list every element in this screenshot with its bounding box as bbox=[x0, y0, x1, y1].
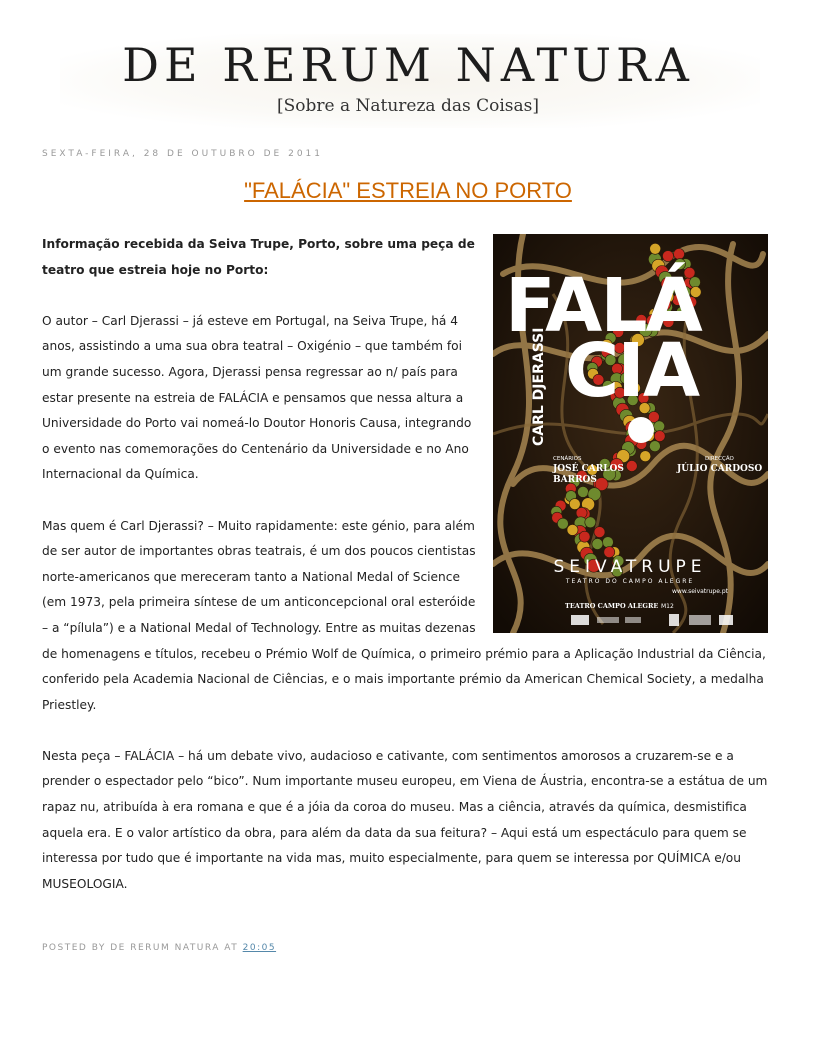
post-lead: Informação recebida da Seiva Trupe, Porto, sobre uma peça de teatro que estreia hoje no Porto: bbox=[42, 237, 475, 277]
post-body bbox=[42, 232, 782, 923]
post-title-link[interactable]: "FALÁCIA" ESTREIA NO PORTO bbox=[244, 178, 572, 203]
post-date: SEXTA-FEIRA, 28 DE OUTUBRO DE 2011 bbox=[42, 149, 323, 159]
poster-dot bbox=[628, 417, 654, 443]
molecule-sphere bbox=[654, 431, 665, 442]
poster-title-line1: FALÁ bbox=[505, 263, 701, 349]
poster-company-sub: TEATRO DO CAMPO ALEGRE bbox=[565, 578, 695, 585]
poster-credit1-role: CENÁRIOS bbox=[553, 456, 582, 462]
site-subtitle: [Sobre a Natureza das Coisas] bbox=[276, 96, 540, 116]
molecule-sphere bbox=[578, 486, 589, 497]
molecule-sphere bbox=[649, 441, 660, 452]
molecule-sphere bbox=[579, 531, 590, 542]
post-author-line: POSTED BY DE RERUM NATURA AT bbox=[42, 943, 239, 953]
molecule-sphere bbox=[557, 518, 568, 529]
molecule-sphere bbox=[592, 539, 603, 550]
poster-credit1-name-a: JOSÉ CARLOS bbox=[553, 464, 624, 474]
poster-venue: TEATRO CAMPO ALEGRE bbox=[565, 602, 659, 610]
masthead bbox=[0, 30, 816, 130]
poster-url: www.seivatrupe.pt bbox=[672, 588, 728, 595]
poster-age: M12 bbox=[661, 603, 674, 610]
post-paragraph-3: Nesta peça – FALÁCIA – há um debate vivo, audacioso e cativante, com sentimentos amorosos a cruzarem-se e a prender o espectador pelo “bico”. Num importante museu europeu, em Viena de Áustria, encontra-se a estátua de um rapaz nu, atribuída à era romana e que é a jóia da coroa do museu. Mas a ciência, através da química, desmistifica aquela era. E o valor artístico da obra, para além da data da sua feitura? – Aqui está um espectáculo para quem se interessa por tudo que é importante na vida mas, muito especialmente, para quem se interessa por QUÍMICA e/ou MUSEOLOGIA. bbox=[42, 748, 768, 891]
poster-title-line2: CIA bbox=[565, 328, 699, 414]
molecule-sphere bbox=[654, 421, 665, 432]
poster-image bbox=[493, 234, 768, 633]
molecule-sphere bbox=[650, 243, 661, 254]
poster-credit2-name: JÚLIO CARDOSO bbox=[677, 464, 763, 474]
poster-credit2-role: DIRECÇÃO bbox=[705, 456, 734, 462]
poster-author: CARL DJERASSI bbox=[531, 327, 547, 446]
molecule-sphere bbox=[567, 524, 578, 535]
post-footer bbox=[42, 943, 276, 953]
molecule-sphere bbox=[640, 451, 651, 462]
molecule-sphere bbox=[604, 547, 615, 558]
molecule-sphere bbox=[663, 251, 674, 262]
post-timestamp-link[interactable]: 20:05 bbox=[242, 943, 277, 953]
molecule-sphere bbox=[626, 461, 637, 472]
post-paragraph-1: O autor – Carl Djerassi – já esteve em Portugal, na Seiva Trupe, há 4 anos, assistindo a uma sua obra teatral – Oxigénio – que também foi um grande sucesso. Agora, Djerassi pensa regressar ao n/ país para estar presente na estreia de FALÁCIA e pensamos que nessa altura a Universidade do Porto vai nomeá-lo Doutor Honoris Causa, integrando o evento nas comemorações do Centenário da Universidade e no Ano Internacional da Química. bbox=[42, 313, 472, 482]
molecule-sphere bbox=[585, 517, 596, 528]
poster-credit1-name-b: BARROS bbox=[553, 475, 597, 485]
site-title[interactable]: DE RERUM NATURA bbox=[122, 38, 694, 92]
post-paragraph-2: Mas quem é Carl Djerassi? – Muito rapidamente: este génio, para além de ser autor de importantes obras teatrais, é um dos poucos cientistas norte-americanos que mereceram tanto a National Medal of Science (em 1973, pela primeira síntese de um anticoncepcional oral esteróide – a “pílula”) e a National Medal of Technology. Entre as muitas dezenas de homenagens e títulos, recebeu o Prémio Wolf de Química, o primeiro prémio para a Aplicação Industrial da Ciência, conferido pela Academia Nacional de Ciências, e o mais importante prémio da American Chemical Society, a medalha Priestley. bbox=[42, 518, 766, 712]
molecule-sphere bbox=[674, 249, 685, 260]
post-title bbox=[0, 178, 816, 204]
falacia-poster bbox=[493, 234, 768, 633]
poster-company: SEIVATRUPE bbox=[553, 557, 707, 577]
molecule-sphere bbox=[602, 537, 613, 548]
molecule-sphere bbox=[594, 527, 605, 538]
